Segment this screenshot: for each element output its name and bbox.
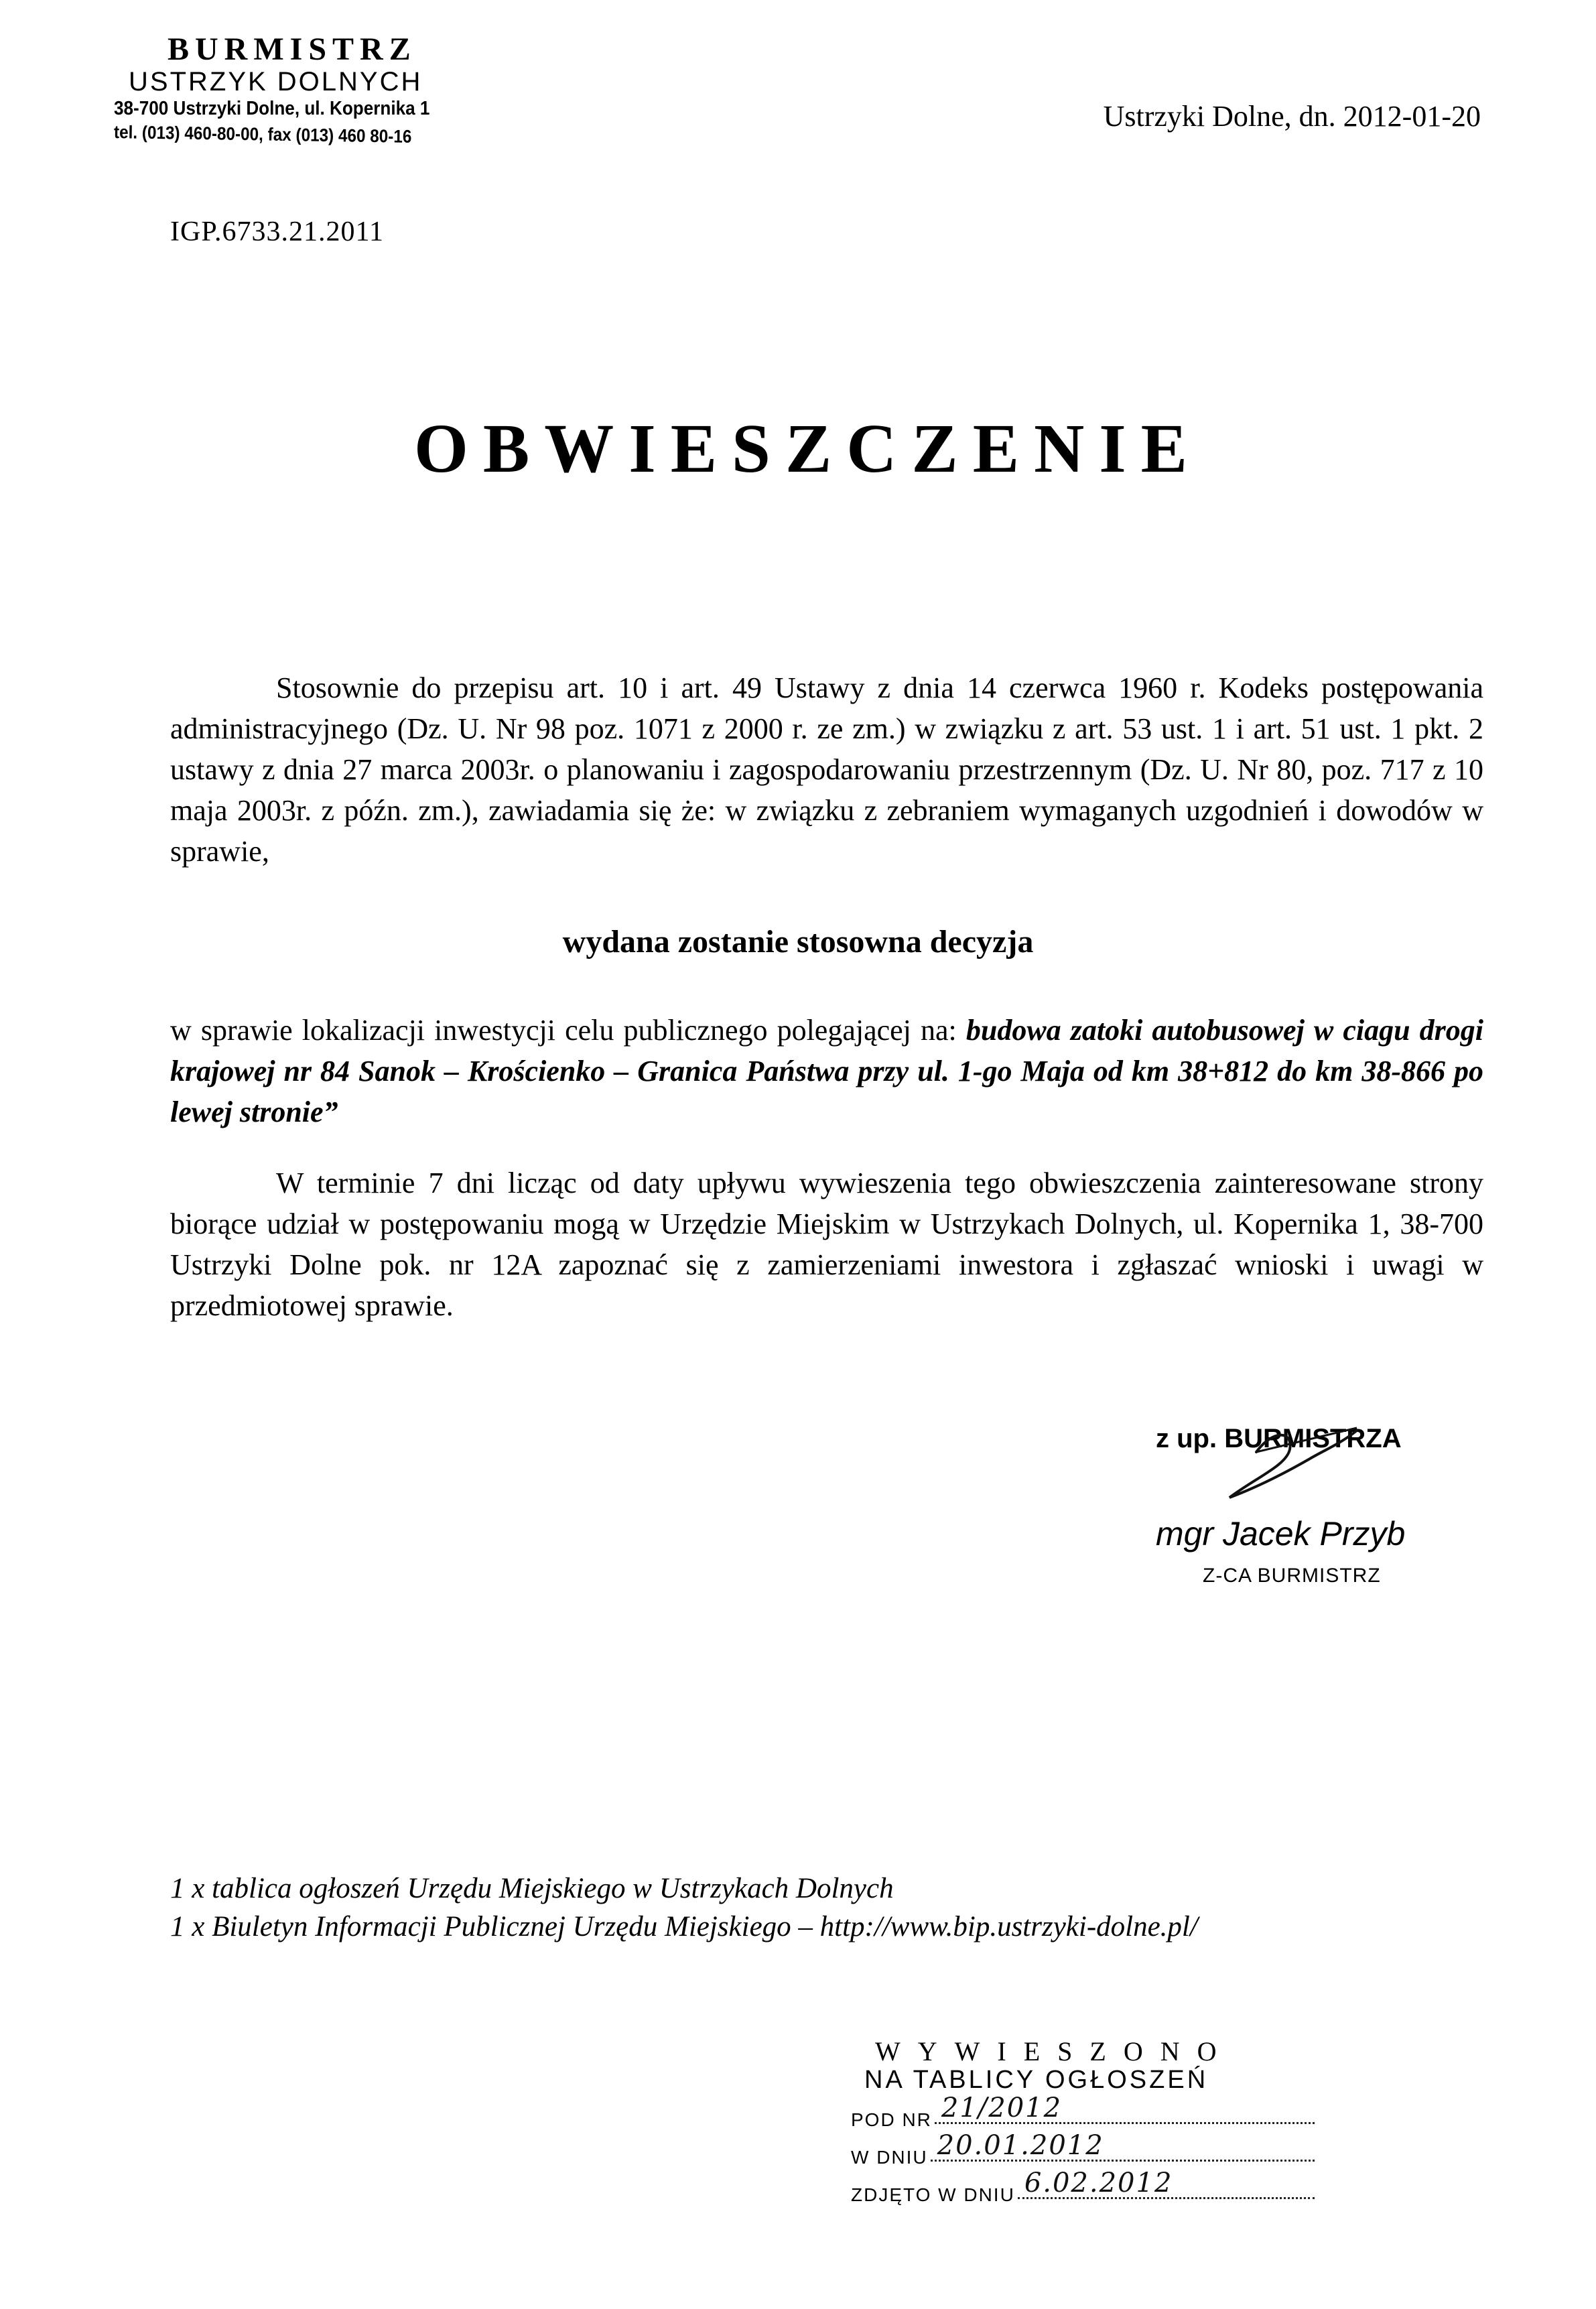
posting-row-label: W DNIU	[851, 2147, 928, 2168]
posting-header: WYWIESZONO	[875, 2036, 1234, 2066]
distribution-item: 1 x tablica ogłoszeń Urzędu Miejskiego w Ustrzykach Dolnych	[170, 1873, 894, 1904]
stamp-address: 38-700 Ustrzyki Dolne, ul. Kopernika 1	[114, 98, 430, 119]
posting-board: NA TABLICY OGŁOSZEŃ	[864, 2066, 1209, 2094]
stamp-phone: tel. (013) 460-80-00, fax (013) 460 80-16	[113, 122, 412, 147]
scope-paragraph	[170, 1010, 1483, 1132]
signature-role: Z-CA BURMISTRZ	[1203, 1565, 1381, 1587]
posting-row-value: 6.02.2012	[1024, 2168, 1173, 2198]
signature-per: z up. BURMISTRZA	[1156, 1424, 1402, 1453]
place-date: Ustrzyki Dolne, dn. 2012-01-20	[1103, 100, 1481, 133]
posting-row-label: ZDJĘTO W DNIU	[851, 2184, 1015, 2205]
office-stamp	[113, 31, 529, 147]
decision-heading: wydana zostanie stosowna decyzja	[562, 924, 1034, 960]
posting-row	[851, 2093, 1320, 2131]
distribution-list	[170, 1869, 1198, 1946]
posting-row-label: POD NR	[851, 2109, 932, 2130]
posting-row-value: 21/2012	[941, 2093, 1063, 2123]
scope-intro: w sprawie lokalizacji inwestycji celu publicznego polegającej na:	[170, 1014, 957, 1047]
stamp-office: BURMISTRZ	[168, 31, 417, 67]
case-number: IGP.6733.21.2011	[170, 216, 384, 247]
posting-stamp	[851, 2037, 1320, 2206]
posting-row	[851, 2168, 1320, 2206]
signature-stamp	[1156, 1424, 1451, 1625]
document-title: OBWIESZCZENIE	[413, 410, 1203, 487]
body-paragraph: Stosownie do przepisu art. 10 i art. 49 Ustawy z dnia 14 czerwca 1960 r. Kodeks postępowania administracyjnego (Dz. U. Nr 98 poz. 1071 z 2000 r. ze zm.) w związku z art. 53 ust. 1 i art. 51 ust. 1 pkt. 2 ustawy z dnia 27 marca 2003r. o planowaniu i zagospodarowaniu przestrzennym (Dz. U. Nr 80, poz. 717 z 10 maja 2003r. z późn. zm.), zawiadamia się że: w związku z zebraniem wymaganych uzgodnień i dowodów w sprawie,	[170, 671, 1483, 868]
term-paragraph: W terminie 7 dni licząc od daty upływu wywieszenia tego obwieszczenia zainteresowane strony biorące udział w postępowaniu mogą w Urzędzie Miejskim w Ustrzykach Dolnych, ul. Kopernika 1, 38-700 Ustrzyki Dolne pok. nr 12A zapoznać się z zamierzeniami inwestora i zgłaszać wnioski i uwagi w przedmiotowej sprawie.	[170, 1167, 1483, 1322]
stamp-town: USTRZYK DOLNYCH	[129, 67, 423, 96]
scope-investment: budowa zatoki autobusowej w ciagu drogi krajowej nr 84 Sanok – Krościenko – Granica Państwa przy ul. 1-go Maja od km 38+812 do km 38-866 po lewej stronie”	[170, 1014, 1484, 1128]
posting-row	[851, 2131, 1320, 2168]
distribution-item: 1 x Biuletyn Informacji Publicznej Urzędu Miejskiego – http://www.bip.ustrzyki-dolne.pl/	[170, 1911, 1198, 1942]
handwritten-signature	[1156, 1424, 1451, 1524]
signature-name: mgr Jacek Przyb	[1156, 1515, 1406, 1553]
posting-row-value: 20.01.2012	[937, 2130, 1104, 2161]
